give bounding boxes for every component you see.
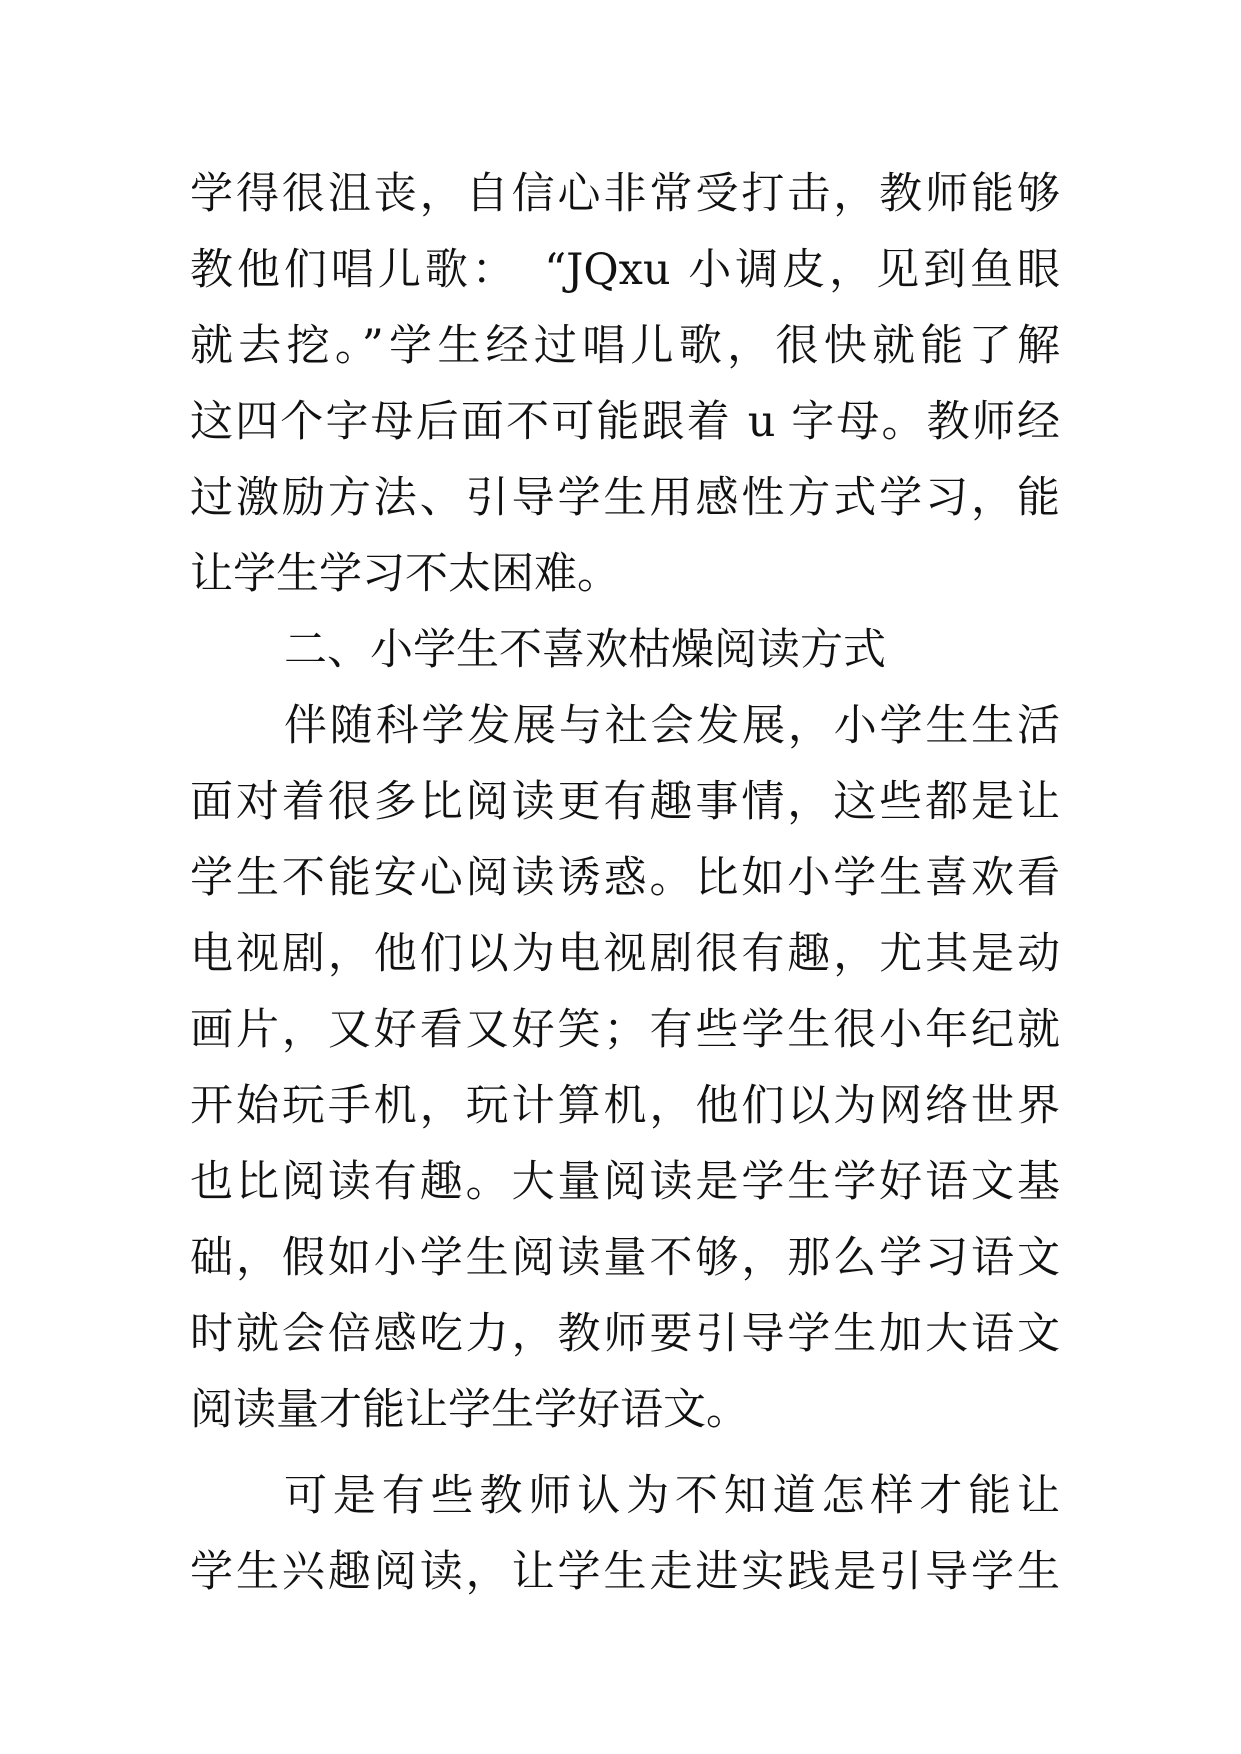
text-line: 画片，又好看又好笑；有些学生很小年纪就: [190, 1005, 1060, 1055]
text-line: 就去挖。”学生经过唱儿歌，很快就能了解: [190, 321, 1060, 371]
text-line: 可是有些教师认为不知道怎样才能让: [284, 1471, 1060, 1521]
text-line: 时就会倍感吃力，教师要引导学生加大语文: [190, 1309, 1060, 1359]
paragraph: [190, 1458, 1060, 1610]
text-line: 学生兴趣阅读，让学生走进实践是引导学生: [190, 1547, 1060, 1597]
text-line: 学得很沮丧，自信心非常受打击，教师能够: [190, 169, 1060, 219]
text-line: 电视剧，他们以为电视剧很有趣，尤其是动: [190, 929, 1060, 979]
text-line: 阅读量才能让学生学好语文。: [190, 1385, 749, 1435]
paragraph-continuation: [190, 156, 1060, 612]
text-line: 让学生学习不太困难。: [190, 549, 620, 599]
text-line: 过激励方法、引导学生用感性方式学习，能: [190, 473, 1060, 523]
text-line: 面对着很多比阅读更有趣事情，这些都是让: [190, 777, 1060, 827]
heading-text: 二、小学生不喜欢枯燥阅读方式: [284, 625, 886, 675]
text-line: 这四个字母后面不可能跟着 u 字母。教师经: [190, 397, 1060, 447]
paragraph: [190, 688, 1060, 1448]
text-line: 教他们唱儿歌： “JQxu 小调皮，见到鱼眼: [190, 245, 1060, 295]
text-line: 学生不能安心阅读诱惑。比如小学生喜欢看: [190, 853, 1060, 903]
text-line: 础，假如小学生阅读量不够，那么学习语文: [190, 1233, 1060, 1283]
text-line: 伴随科学发展与社会发展，小学生生活: [284, 701, 1060, 751]
text-line: 开始玩手机，玩计算机，他们以为网络世界: [190, 1081, 1060, 1131]
section-heading: [190, 612, 1060, 688]
text-line: 也比阅读有趣。大量阅读是学生学好语文基: [190, 1157, 1060, 1207]
body-text: [190, 156, 1060, 1610]
